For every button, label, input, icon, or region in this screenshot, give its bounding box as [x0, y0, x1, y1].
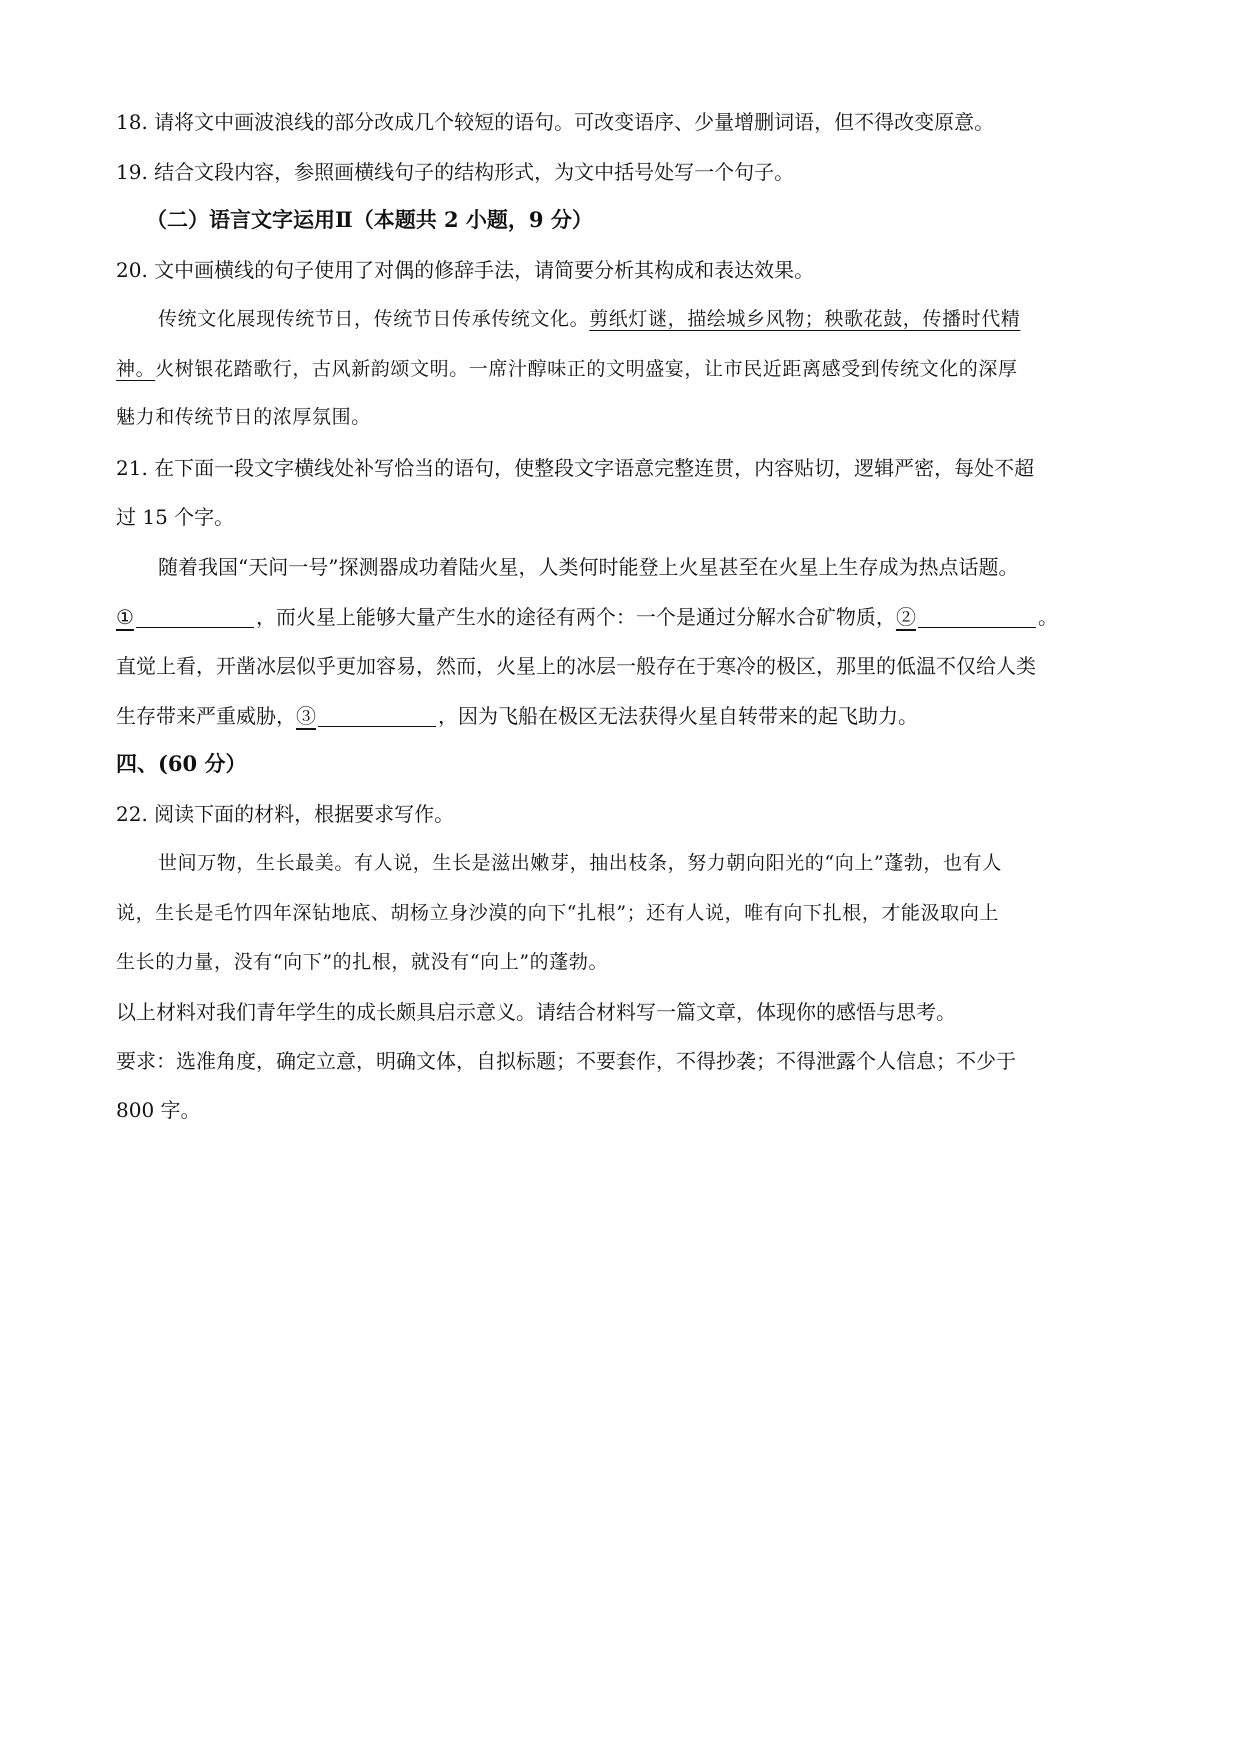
q21-text: 生存带来严重威胁， [116, 704, 296, 728]
q22-material-line-2: 说，生长是毛竹四年深钻地底、胡杨立身沙漠的向下“扎根”；还有人说，唯有向下扎根，才能汲取向上 [116, 902, 1000, 924]
question-20: 20. 文中画横线的句子使用了对偶的修辞手法，请简要分析其构成和表达效果。 [116, 258, 815, 282]
q21-text: 。 [1037, 605, 1058, 629]
blank-1[interactable] [136, 607, 254, 628]
blank-3-marker: ③ [296, 704, 316, 728]
q22-material-line-3: 生长的力量，没有“向下”的扎根，就没有“向上”的蓬勃。 [116, 951, 609, 973]
section-2-heading: （二）语言文字运用Ⅱ（本题共 2 小题，9 分） [146, 207, 593, 232]
question-22: 22. 阅读下面的材料，根据要求写作。 [116, 802, 455, 826]
q20-plain-text: 传统文化展现传统节日，传统节日传承传统文化。 [158, 308, 590, 330]
q20-plain-text: 火树银花踏歌行，古风新韵颂文明。一席汁醇味正的文明盛宴，让市民近距离感受到传统文化的深厚 [155, 358, 1018, 380]
q22-requirements-line-1: 要求：选准角度，确定立意，明确文体，自拟标题；不要套作，不得抄袭；不得泄露个人信息；不少于 [116, 1049, 1016, 1073]
blank-2[interactable] [918, 607, 1036, 628]
q20-underlined-couplet-end: 神。 [116, 358, 156, 380]
q20-passage-line-1 [158, 304, 1020, 331]
q22-prompt: 以上材料对我们青年学生的成长颇具启示意义。请结合材料写一篇文章，体现你的感悟与思考。 [116, 1000, 956, 1024]
question-21-line-2: 过 15 个字。 [116, 505, 235, 529]
q20-passage-line-3: 魅力和传统节日的浓厚氛围。 [116, 406, 371, 428]
question-19: 19. 结合文段内容，参照画横线句子的结构形式，为文中括号处写一个句子。 [116, 160, 795, 184]
q21-passage-line-1: 随着我国“天问一号”探测器成功着陆火星，人类何时能登上火星甚至在火星上生存成为热点话题。 [158, 555, 1019, 579]
q22-requirements-line-2: 800 字。 [116, 1098, 201, 1122]
q21-text: ，因为飞船在极区无法获得火星自转带来的起飞助力。 [438, 704, 918, 728]
q21-passage-line-2 [116, 601, 1058, 630]
question-21-line-1: 21. 在下面一段文字横线处补写恰当的语句，使整段文字语意完整连贯，内容贴切，逻辑严密，每处不超 [116, 456, 1035, 480]
section-4-heading: 四、(60 分） [116, 751, 247, 776]
q20-passage-line-2 [116, 354, 1018, 381]
blank-2-marker: ② [895, 605, 916, 629]
q22-material-line-1: 世间万物，生长最美。有人说，生长是滋出嫩芽，抽出枝条，努力朝向阳光的“向上”蓬勃，也有人 [158, 852, 1002, 874]
q20-underlined-couplet: 剪纸灯谜，描绘城乡风物；秧歌花鼓，传播时代精 [589, 308, 1021, 330]
blank-3[interactable] [318, 706, 436, 727]
blank-1-marker: ① [116, 605, 134, 629]
question-18: 18. 请将文中画波浪线的部分改成几个较短的语句。可改变语序、少量增删词语，但不得改变原意。 [116, 110, 995, 134]
q21-passage-line-4 [116, 700, 918, 729]
q21-text: ，而火星上能够大量产生水的途径有两个：一个是通过分解水合矿物质， [255, 605, 896, 629]
q21-passage-line-3: 直觉上看，开凿冰层似乎更加容易，然而，火星上的冰层一般存在于寒冷的极区，那里的低温不仅给人类 [116, 654, 1036, 678]
